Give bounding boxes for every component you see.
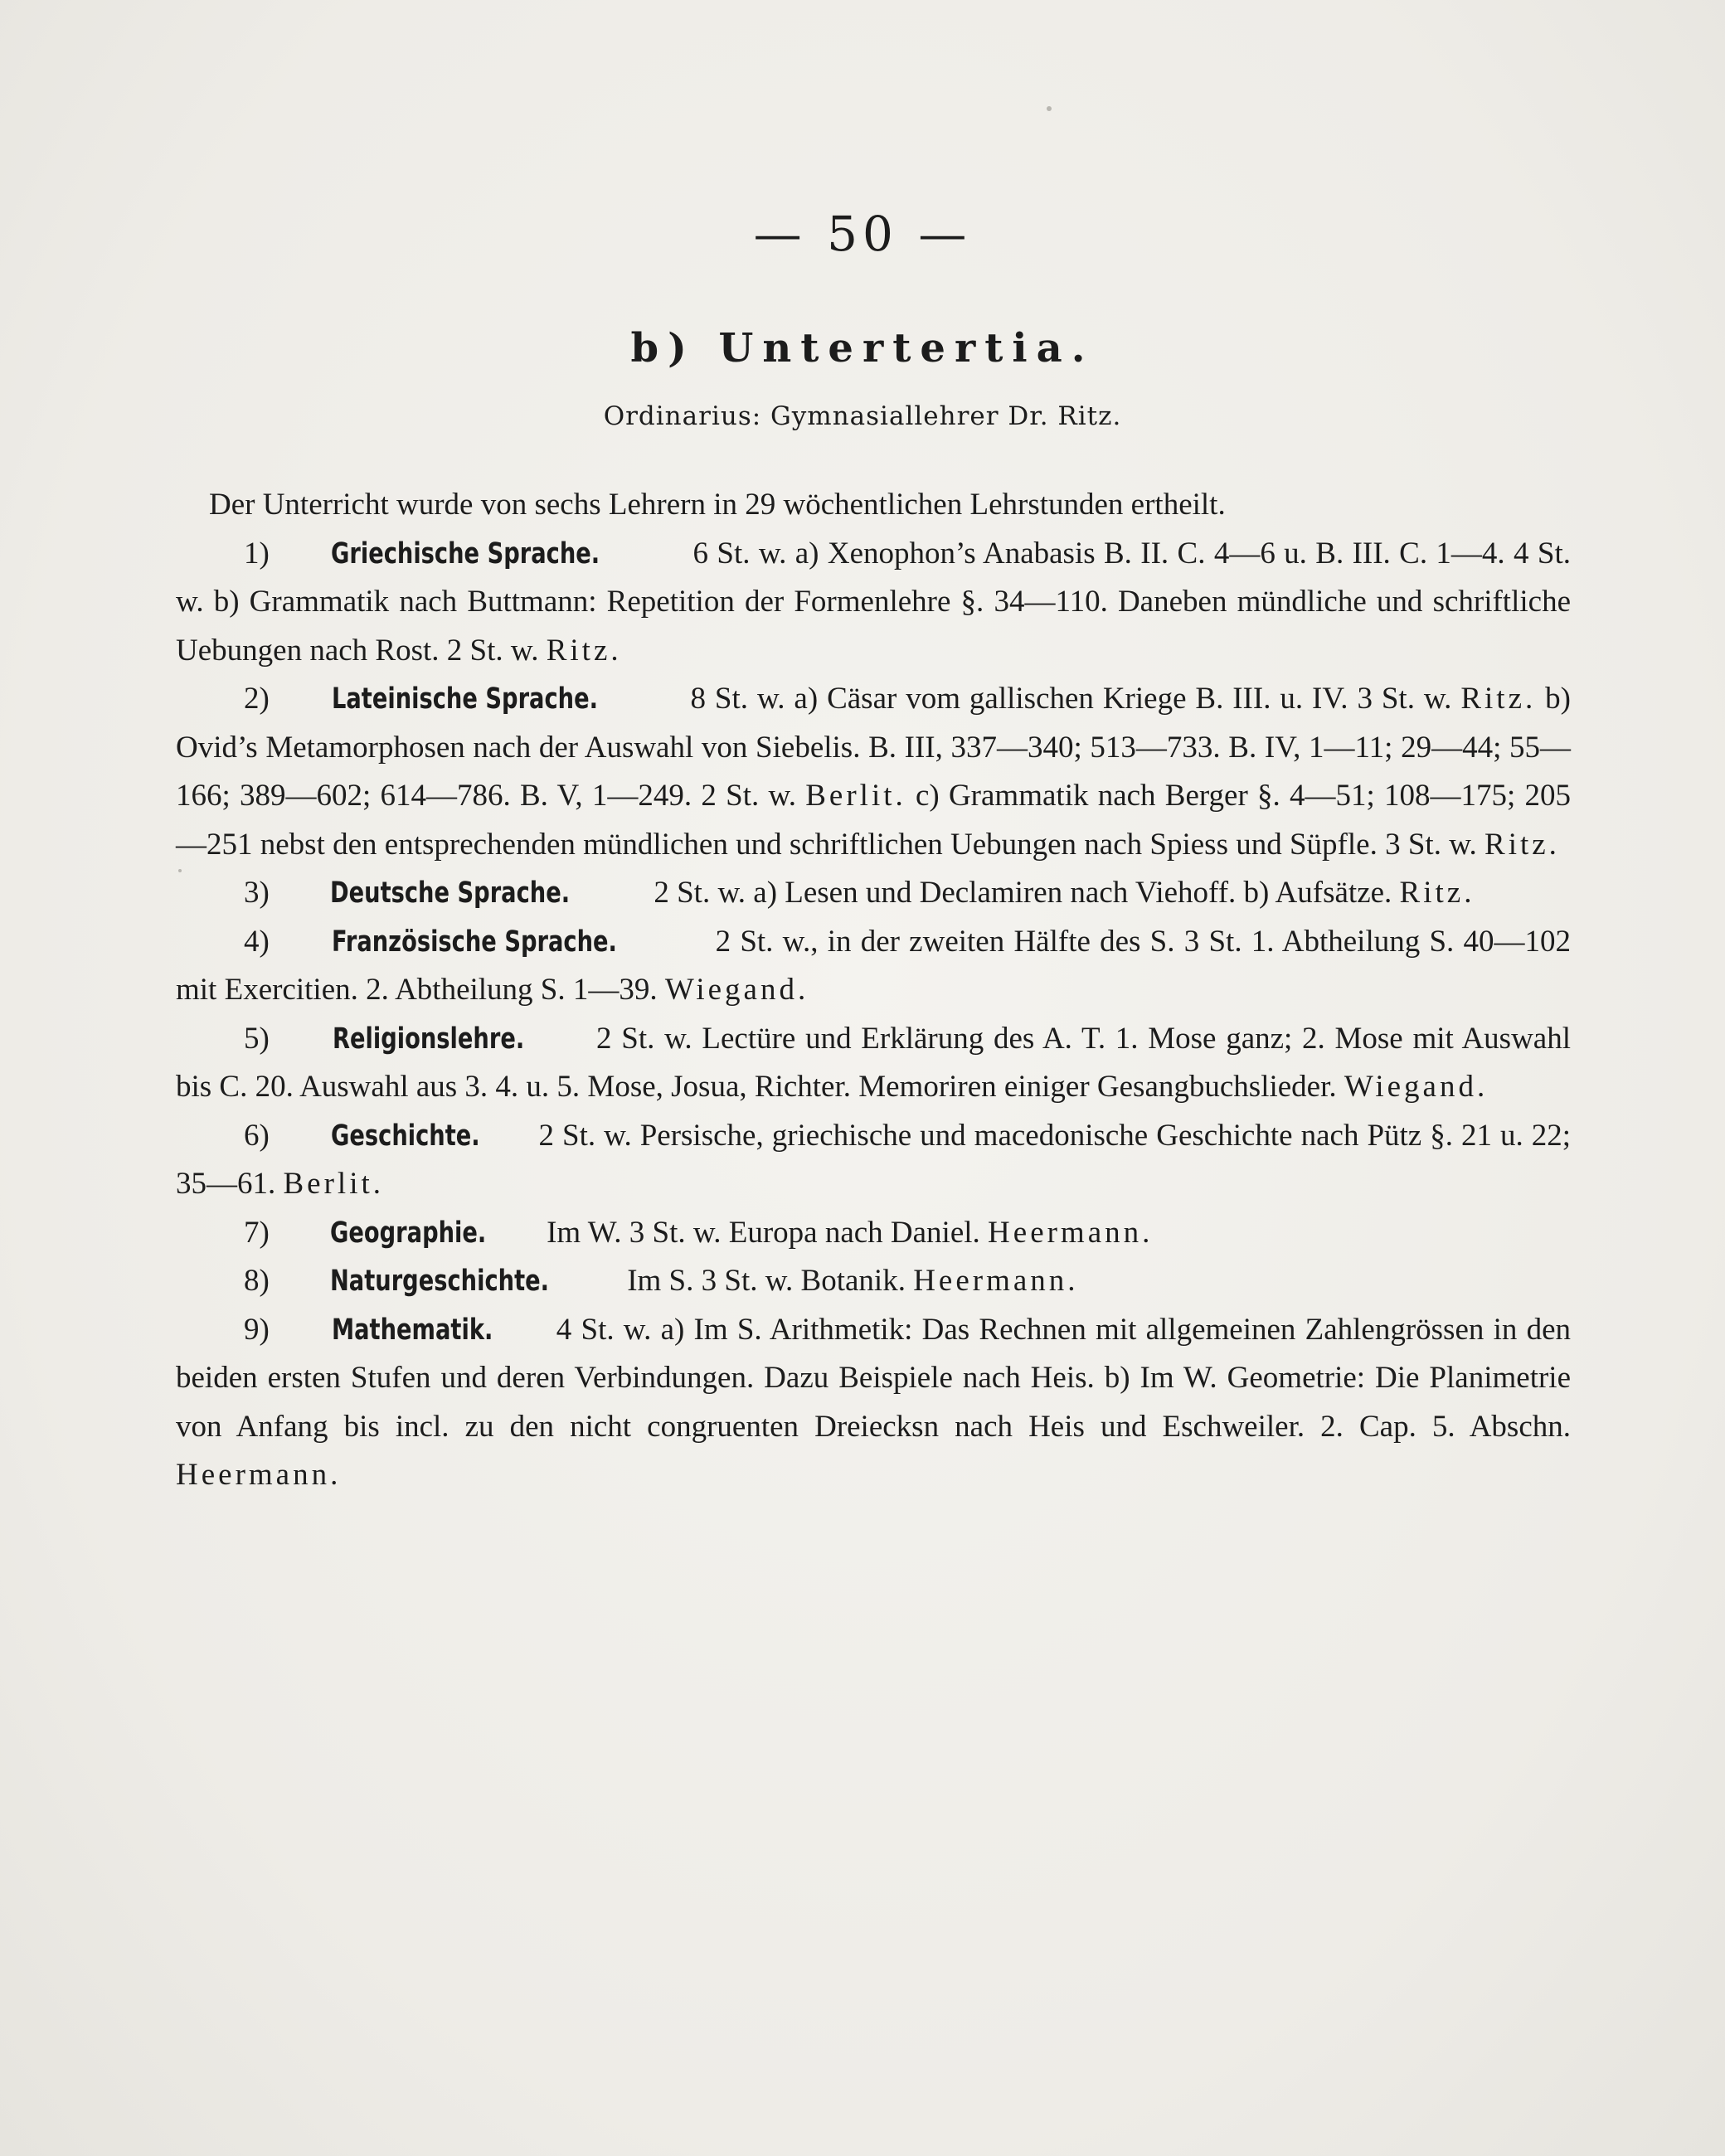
subject-paragraph [176, 1112, 1571, 1209]
subject-paragraph [176, 918, 1571, 1015]
subject-number: 7) [244, 1215, 278, 1250]
teacher-name: Heermann. [913, 1264, 1079, 1298]
subject-number: 4) [244, 924, 279, 959]
subject-name: Lateinische Sprache. [331, 682, 598, 716]
subject-description: c) Grammatik nach Berger §. 4—51; 108—175; 205—251 nebst den entsprechenden mündlichen und schriftlichen Uebungen nach Spiess und Süpfle. 3 St. w. [176, 779, 1571, 862]
page-number: — 50 — [753, 206, 972, 262]
subject-name: Griechische Sprache. [331, 537, 600, 571]
subject-description: 2 St. w. Lectüre und Erklärung des A. T. 1. Mose ganz; 2. Mose mit Auswahl bis C. 20. Auswahl aus 3. 4. u. 5. Mose, Josua, Richter. Memoriren einiger Gesangbuchslieder. [176, 1021, 1571, 1104]
subject-number: 5) [244, 1021, 279, 1056]
teacher-name: Berlit. [805, 779, 906, 813]
teacher-name: Heermann. [988, 1215, 1154, 1250]
paper-speck [178, 869, 182, 872]
paper-speck [1047, 106, 1052, 111]
teacher-name: Wiegand. [1344, 1070, 1489, 1104]
subject-paragraph [176, 530, 1571, 676]
teacher-name: Ritz. [1399, 876, 1475, 910]
teacher-name: Heermann. [176, 1458, 342, 1492]
subject-description: 4 St. w. a) Im S. Arithmetik: Das Rechnen mit allgemeinen Zahlengrössen in den beiden ersten Stufen und deren Verbindungen. Dazu Beispiele nach Heis. b) Im W. Geometrie: Die Planimetrie von Anfang bis incl. zu den nicht congruenten Dreiecksn nach Heis und Eschweiler. 2. Cap. 5. Abschn. [176, 1312, 1571, 1444]
subject-number: 3) [244, 876, 278, 910]
subject-description: 2 St. w. Persische, griechische und macedonische Geschichte nach Pütz §. 21 u. 22; 35—61. [176, 1118, 1571, 1201]
subject-list [176, 530, 1571, 1500]
subject-description: 2 St. w. a) Lesen und Declamiren nach Viehoff. b) Aufsätze. [646, 876, 1400, 910]
subject-number: 8) [244, 1264, 278, 1298]
subject-number: 1) [244, 536, 279, 571]
subject-description: b) Ovid’s Metamorphosen nach der Auswahl von Siebelis. B. III, 337—340; 513—733. B. IV, 1—11; 29—44; 55—166; 389—602; 614—786. B. V, 1—249. 2 St. w. [176, 682, 1571, 813]
teacher-name: Ritz. [546, 633, 622, 668]
ordinarius-line: Ordinarius: Gymnasiallehrer Dr. Ritz. [603, 401, 1122, 431]
subject-paragraph [176, 1015, 1571, 1112]
subject-paragraph [176, 1257, 1571, 1306]
subject-name: Mathematik. [331, 1313, 493, 1347]
subject-paragraph [176, 1306, 1571, 1500]
subject-name: Geschichte. [330, 1119, 480, 1153]
subject-description: Im W. 3 St. w. Europa nach Daniel. [538, 1215, 989, 1250]
subject-name: Naturgeschichte. [330, 1265, 550, 1298]
subject-description: 8 St. w. a) Cäsar vom gallischen Kriege B. III. u. IV. 3 St. w. [681, 682, 1461, 716]
subject-name: Geographie. [330, 1216, 487, 1250]
subject-number: 2) [244, 682, 279, 716]
subject-paragraph [176, 1209, 1571, 1258]
teacher-name: Berlit. [283, 1167, 385, 1201]
intro-paragraph: Der Unterricht wurde von sechs Lehrern in 29 wöchentlichen Lehrstunden ertheilt. [209, 488, 1226, 522]
subject-name: Religionslehre. [332, 1022, 524, 1056]
subject-number: 6) [244, 1118, 278, 1153]
teacher-name: Ritz. [1484, 827, 1560, 862]
subject-paragraph [176, 675, 1571, 869]
subject-name: Deutsche Sprache. [330, 876, 571, 910]
teacher-name: Wiegand. [664, 973, 809, 1007]
body-text [176, 481, 1571, 1500]
subject-description: 2 St. w., in der zweiten Hälfte des S. 3 St. 1. Abtheilung S. 40—102 mit Exercitien. 2. Abtheilung S. 1—39. [176, 924, 1572, 1007]
subject-description: 6 St. w. a) Xenophon’s Anabasis B. II. C. 4—6 u. B. III. C. 1—4. 4 St. w. b) Grammatik nach Buttmann: Repetition der Formenlehre §. 34—110. Daneben mündliche und schriftliche Uebungen nach Rost. 2 St. w. [176, 536, 1571, 668]
subject-description: Im S. 3 St. w. Botanik. [619, 1264, 914, 1298]
subject-paragraph [176, 869, 1571, 918]
section-title: b) Untertertia. [630, 325, 1095, 371]
subject-number: 9) [244, 1312, 279, 1347]
teacher-name: Ritz. [1460, 682, 1537, 716]
subject-name: Französische Sprache. [332, 925, 617, 959]
